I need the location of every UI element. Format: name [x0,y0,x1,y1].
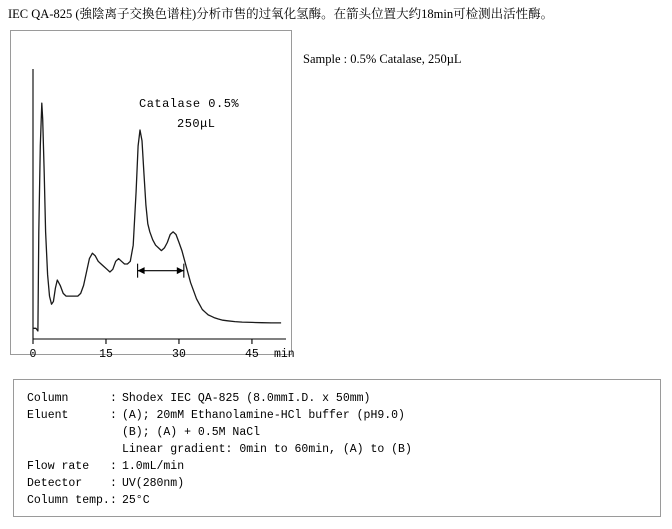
condition-value: 1.0mL/min [122,460,185,473]
condition-row [14,424,660,441]
x-axis-tick-label: 0 [29,348,37,361]
condition-label: Flow rate [27,460,90,473]
condition-value: Linear gradient: 0min to 60min, (A) to (B) [122,443,412,456]
x-axis-tick-label: 15 [99,348,113,361]
x-axis-tick-labels [30,348,259,361]
condition-row [14,492,660,509]
condition-separator: : [110,477,117,490]
chromatogram-panel [10,30,295,361]
condition-separator: : [110,460,117,473]
condition-value: UV(280nm) [122,477,185,490]
condition-row [14,458,660,475]
condition-row [14,441,660,458]
x-axis-ticks [33,339,252,344]
chromatogram-trace [33,103,281,331]
x-axis-label: min [273,348,295,361]
condition-label: Column [27,392,69,405]
condition-row [14,475,660,492]
condition-row [14,390,660,407]
chart-annotation-sample-name: Catalase 0.5% [139,97,240,111]
condition-label: Detector [27,477,83,490]
retention-arrow-marker [138,264,184,278]
chromatogram-svg [11,31,295,361]
condition-separator: : [110,494,117,507]
condition-value: (B); (A) + 0.5M NaCl [122,426,261,439]
condition-separator: : [110,409,117,422]
x-axis-tick-label: 45 [245,348,259,361]
sample-note: Sample : 0.5% Catalase, 250µL [303,52,462,66]
condition-row [14,407,660,424]
condition-value: (A); 20mM Ethanolamine-HCl buffer (pH9.0) [122,409,405,422]
condition-label: Column temp. [27,494,110,507]
condition-value: 25°C [122,494,150,507]
conditions-box [13,379,661,517]
condition-separator: : [110,392,117,405]
condition-value: Shodex IEC QA-825 (8.0mmI.D. x 50mm) [122,392,371,405]
page-caption: IEC QA-825 (強陰离子交換色谱柱)分析市售的过氧化氢酶。在箭头位置大约18min可检测出活性酶。 [8,7,554,21]
condition-label: Eluent [27,409,69,422]
chart-annotation-injection-volume: 250μL [177,117,216,131]
x-axis-tick-label: 30 [172,348,186,361]
